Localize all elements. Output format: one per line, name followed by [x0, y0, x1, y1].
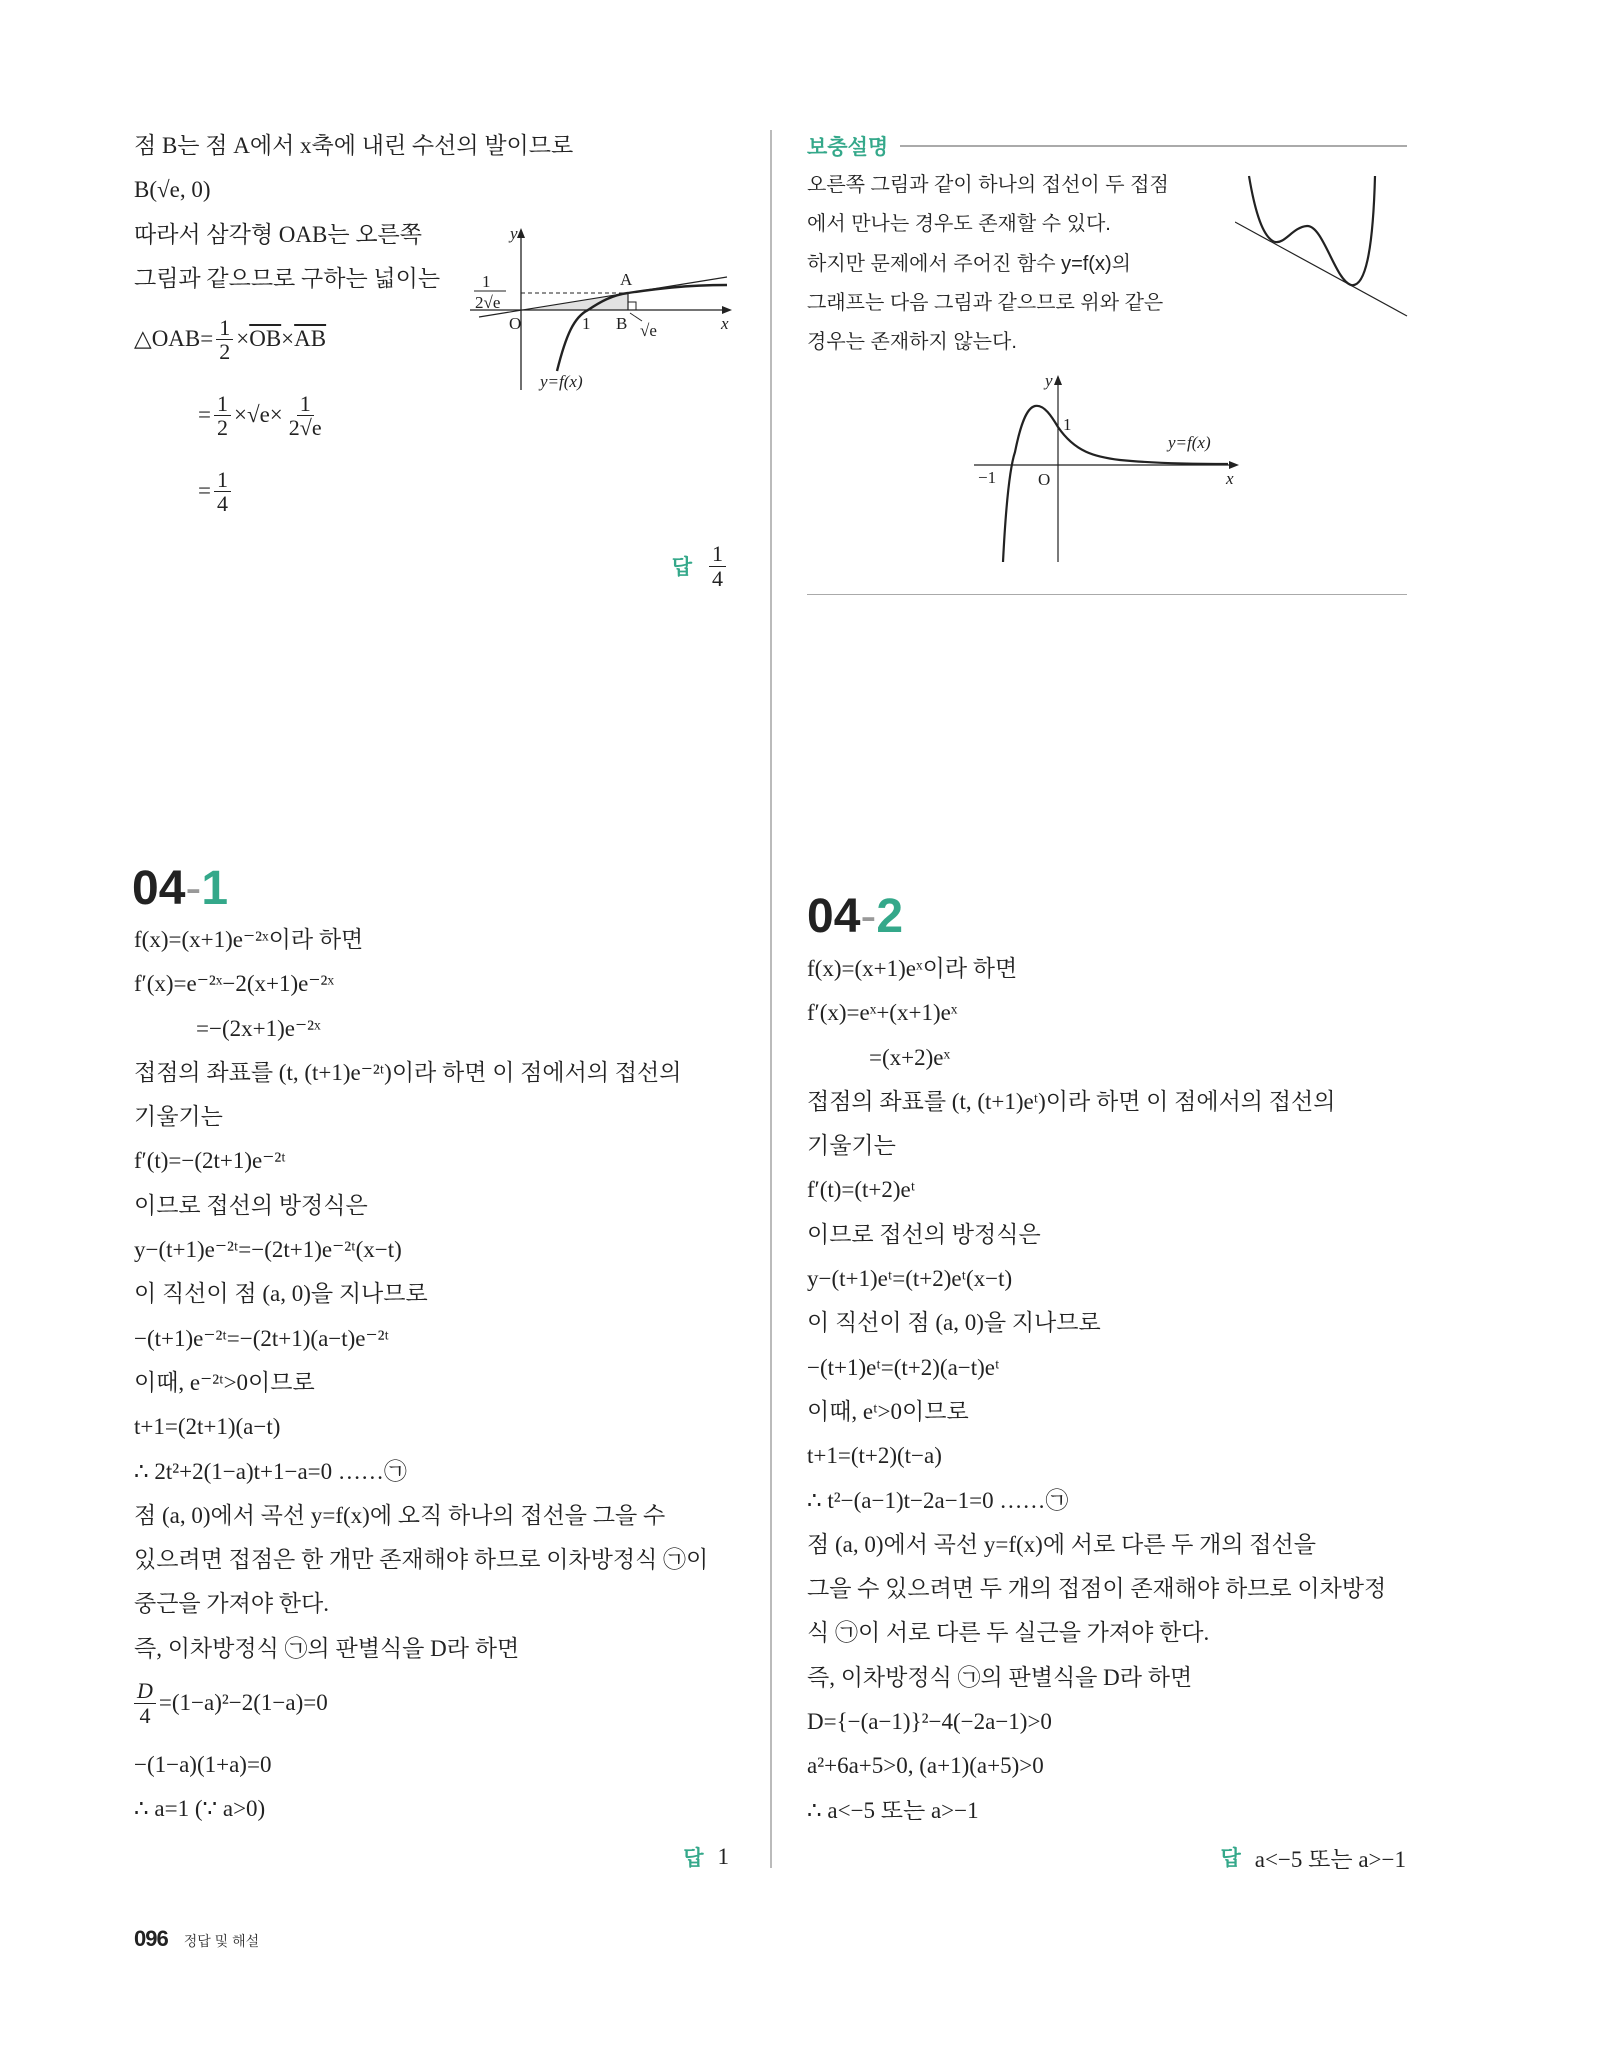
times-sign: × — [281, 326, 295, 352]
denominator: 4 — [139, 1702, 151, 1728]
supplement-bottom-rule — [807, 594, 1407, 595]
double-tangent-graph — [1235, 172, 1410, 324]
text-line: y−(t+1)eᵗ=(t+2)eᵗ(x−t) — [807, 1266, 1013, 1292]
fraction — [134, 1679, 156, 1726]
text-line: 따라서 삼각형 OAB는 오른쪽 — [134, 221, 422, 247]
segment-ab: $\overline{AB}$ — [294, 326, 327, 352]
tick-label-1: 1 — [1063, 415, 1072, 434]
text-line: −(1−a)(1+a)=0 — [134, 1752, 272, 1778]
text-line: 접점의 좌표를 (t, (t+1)e⁻²ᵗ)이라 하면 이 점에서의 접선의 — [134, 1059, 682, 1085]
numerator: D — [134, 1679, 156, 1703]
y-axis-label: y — [510, 225, 518, 243]
tick-label-1: 1 — [582, 314, 591, 333]
tick-label-neg-1: −1 — [978, 468, 997, 487]
text-line: 있으려면 접점은 한 개만 존재해야 하므로 이차방정식 ㉠이 — [134, 1547, 709, 1573]
height-frac-den: 2√e — [475, 293, 501, 312]
problem-dash: - — [185, 862, 202, 915]
point-a-label: A — [620, 270, 633, 289]
text-line: y−(t+1)e⁻²ᵗ=−(2t+1)e⁻²ᵗ(x−t) — [134, 1237, 402, 1263]
text-line: 오른쪽 그림과 같이 하나의 접선이 두 접점 — [807, 174, 1169, 196]
fraction — [214, 468, 231, 515]
supplement-rule — [900, 145, 1407, 146]
y-axis-arrow — [517, 228, 525, 238]
product-term: ×√e× — [233, 402, 283, 428]
text-line: 그을 수 있으려면 두 개의 접점이 존재해야 하므로 이차방정 — [807, 1576, 1387, 1602]
curve-label: y=f(x) — [540, 372, 583, 391]
text-line: 하지만 문제에서 주어진 함수 y=f(x)의 — [807, 252, 1131, 275]
triangle-oab-graph — [470, 225, 735, 395]
curve-f — [1003, 406, 1228, 562]
text-line: 즉, 이차방정식 ㉠의 판별식을 D라 하면 — [134, 1635, 520, 1661]
area-lhs: △OAB= — [134, 326, 214, 352]
answer-label: 답 — [1220, 1847, 1241, 1870]
fraction — [286, 392, 325, 439]
answer-fraction — [709, 542, 726, 589]
text-line: f′(x)=e⁻²ˣ−2(x+1)e⁻²ˣ — [134, 971, 335, 997]
problem-1-solution — [134, 918, 708, 1832]
problem-number: 04 — [807, 890, 861, 943]
text-line: B(√e, 0) — [134, 177, 211, 203]
x-axis-arrow — [1229, 461, 1239, 469]
equals: = — [198, 478, 211, 504]
numerator: 1 — [214, 468, 231, 492]
denominator: 4 — [712, 565, 723, 591]
x-axis-label: x — [1226, 469, 1234, 488]
text-line: 기울기는 — [134, 1104, 223, 1130]
problem-number: 04 — [132, 862, 186, 915]
text-line: 이 직선이 점 (a, 0)을 지나므로 — [807, 1310, 1101, 1336]
text-line: 이 직선이 점 (a, 0)을 지나므로 — [134, 1281, 428, 1307]
page-number: 096 — [134, 1926, 168, 1951]
y-axis-label: y — [1045, 372, 1053, 390]
equals: = — [198, 402, 211, 428]
function-graph — [970, 372, 1242, 567]
text-line: 식 ㉠이 서로 다른 두 실근을 가져야 한다. — [807, 1620, 1210, 1646]
origin-label: O — [509, 314, 522, 333]
denominator: 2 — [216, 414, 228, 440]
text-line: 이므로 접선의 방정식은 — [807, 1221, 1041, 1247]
x-axis-arrow — [722, 306, 732, 314]
text-line: −(t+1)e⁻²ᵗ=−(2t+1)(a−t)e⁻²ᵗ — [134, 1325, 389, 1351]
problem-1-heading — [132, 861, 228, 917]
curve-label: y=f(x) — [1168, 433, 1211, 452]
answer-label: 답 — [671, 556, 692, 579]
problem-sub-number: 1 — [201, 862, 229, 915]
fraction — [216, 316, 233, 363]
text-line: 중근을 가져야 한다. — [134, 1591, 329, 1617]
text-line: 경우는 존재하지 않는다. — [807, 331, 1017, 354]
text-line: t+1=(2t+1)(a−t) — [134, 1414, 281, 1440]
point-b-label: B — [616, 314, 628, 333]
discriminant-expression: =(1−a)²−2(1−a)=0 — [158, 1689, 328, 1715]
supplement-text — [807, 166, 1169, 362]
problem-dash: - — [860, 890, 877, 943]
text-line: f(x)=(x+1)e⁻²ˣ이라 하면 — [134, 927, 364, 952]
text-line: 그래프는 다음 그림과 같으므로 위와 같은 — [807, 291, 1164, 314]
section-title: 정답 및 해설 — [183, 1933, 260, 1949]
x-axis-label: x — [721, 314, 729, 333]
tangent-line — [479, 277, 727, 317]
text-line: 점 (a, 0)에서 곡선 y=f(x)에 오직 하나의 접선을 그을 수 — [134, 1502, 666, 1528]
y-axis-arrow — [1054, 375, 1062, 385]
supplement-title: 보충설명 — [807, 136, 889, 159]
fraction — [214, 392, 231, 439]
text-line: 점 B는 점 A에서 x축에 내린 수선의 발이므로 — [134, 133, 574, 158]
text-line: ∴ a<−5 또는 a>−1 — [807, 1797, 979, 1823]
top-left-answer — [500, 538, 729, 594]
problem-2-answer — [1006, 1835, 1406, 1879]
problem-1-answer — [500, 1835, 729, 1879]
text-line: a²+6a+5>0, (a+1)(a+5)>0 — [807, 1753, 1044, 1779]
text-line: ∴ 2t²+2(1−a)t+1−a=0 ……㉠ — [134, 1458, 407, 1484]
height-frac-num: 1 — [482, 272, 491, 291]
numerator: 1 — [214, 392, 231, 416]
denominator: 2 — [219, 338, 231, 364]
problem-2-heading — [807, 889, 903, 945]
origin-label: O — [1038, 470, 1051, 489]
discriminant-line — [134, 1671, 708, 1735]
text-line: =(x+2)eˣ — [869, 1044, 951, 1070]
text-line: t+1=(t+2)(t−a) — [807, 1443, 942, 1469]
text-line: f′(t)=−(2t+1)e⁻²ᵗ — [134, 1148, 286, 1174]
text-line: 에서 만나는 경우도 존재할 수 있다. — [807, 213, 1111, 236]
text-line: −(t+1)eᵗ=(t+2)(a−t)eᵗ — [807, 1354, 1000, 1380]
numerator: 1 — [709, 542, 726, 566]
text-line: f′(t)=(t+2)eᵗ — [807, 1177, 916, 1203]
times-sign: × — [236, 326, 250, 352]
text-line: 점 (a, 0)에서 곡선 y=f(x)에 서로 다른 두 개의 접선을 — [807, 1531, 1316, 1557]
text-line: 기울기는 — [807, 1133, 896, 1159]
right-angle-mark — [628, 302, 636, 310]
page-footer — [134, 1926, 259, 1952]
denominator: 2√e — [288, 414, 322, 440]
text-line: ∴ t²−(a−1)t−2a−1=0 ……㉠ — [807, 1487, 1069, 1513]
text-line: 이때, eᵗ>0이므로 — [807, 1398, 969, 1424]
text-line: 그림과 같으므로 구하는 넓이는 — [134, 265, 441, 291]
text-line: 이때, e⁻²ᵗ>0이므로 — [134, 1369, 315, 1395]
text-line: =−(2x+1)e⁻²ˣ — [196, 1015, 321, 1041]
text-line: f′(x)=eˣ+(x+1)eˣ — [807, 1000, 958, 1026]
numerator: 1 — [297, 392, 314, 416]
sqrt-e-label: √e — [640, 321, 657, 340]
text-line: 접점의 좌표를 (t, (t+1)eᵗ)이라 하면 이 점에서의 접선의 — [807, 1088, 1336, 1114]
text-line: 이므로 접선의 방정식은 — [134, 1192, 368, 1218]
supplement-header — [807, 132, 1407, 160]
text-line: f(x)=(x+1)eˣ이라 하면 — [807, 956, 1018, 981]
sqrt-e-pointer — [630, 313, 642, 321]
answer-value: a<−5 또는 a>−1 — [1254, 1846, 1406, 1872]
text-line: D={−(a−1)}²−4(−2a−1)>0 — [807, 1709, 1052, 1735]
quartic-curve — [1249, 176, 1375, 285]
text-line: ∴ a=1 (∵ a>0) — [134, 1796, 266, 1822]
numerator: 1 — [216, 316, 233, 340]
area-equation-3 — [134, 453, 573, 529]
text-line: 즉, 이차방정식 ㉠의 판별식을 D라 하면 — [807, 1664, 1193, 1690]
answer-value: 1 — [717, 1844, 729, 1869]
segment-ob: $\overline{OB}$ — [249, 326, 282, 352]
answer-label: 답 — [683, 1847, 704, 1870]
column-divider — [770, 130, 772, 1868]
problem-sub-number: 2 — [876, 890, 904, 943]
problem-2-solution — [807, 947, 1386, 1833]
denominator: 4 — [216, 490, 228, 516]
